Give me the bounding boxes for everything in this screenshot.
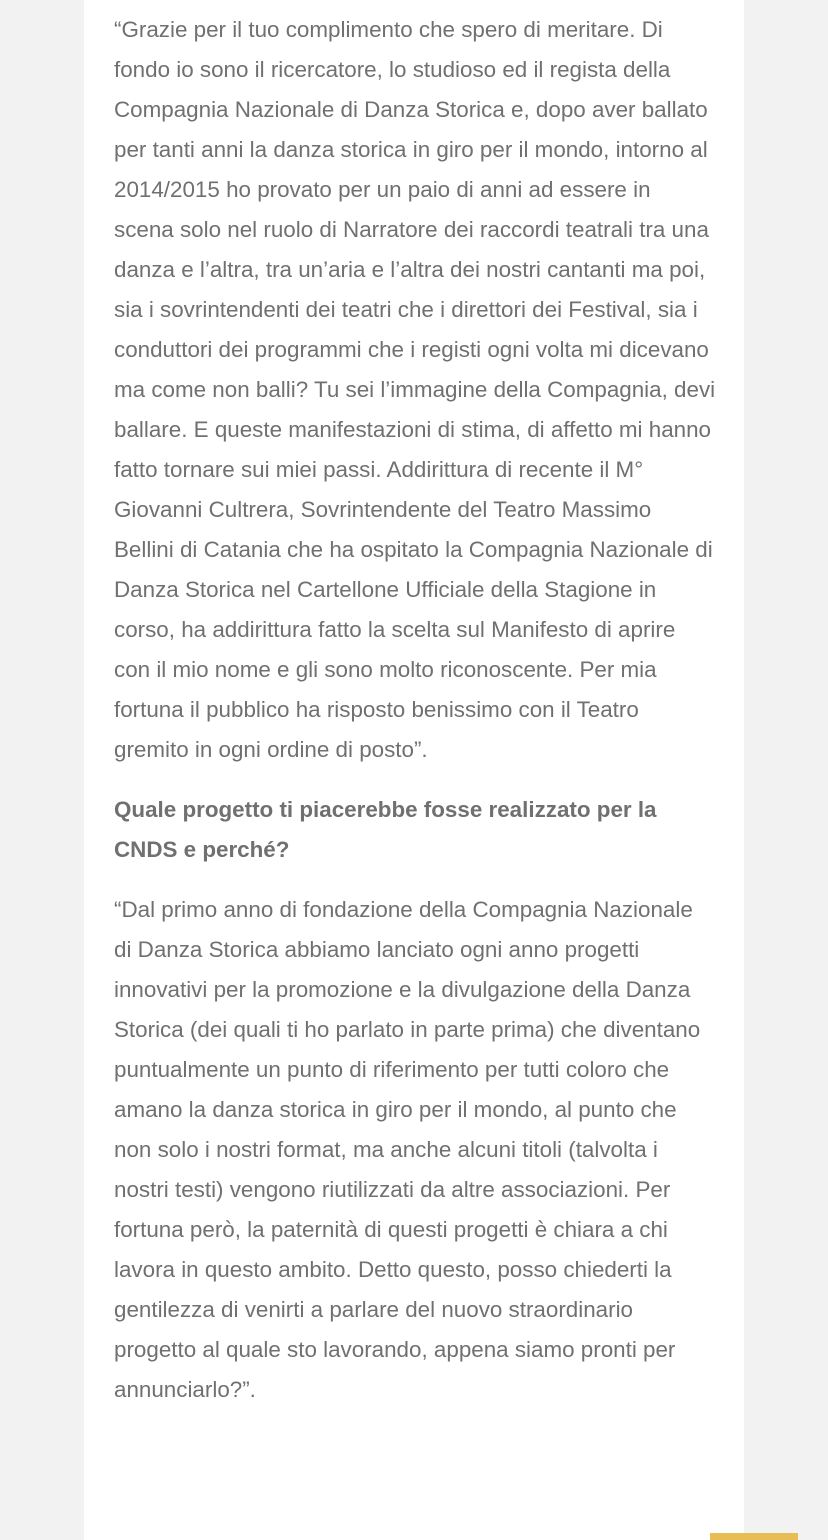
answer-paragraph-1: “Grazie per il tuo complimento che spero di meritare. Di fondo io sono il ricercatore, lo studioso ed il regista della Compagnia Nazionale di Danza Storica e, dopo aver ballato per tanti anni la danza storica in giro per il mondo, intorno al 2014/2015 ho provato per un paio di anni ad essere in scena solo nel ruolo di Narratore dei raccordi teatrali tra una danza e l’altra, tra un’aria e l’altra dei nostri cantanti ma poi, sia i sovrintendenti dei teatri che i direttori dei Festival, sia i conduttori dei programmi che i registi ogni volta mi dicevano ma come non balli? Tu sei l’immagine della Compagnia, devi ballare. E queste manifestazioni di stima, di affetto mi hanno fatto tornare sui miei passi. Addirittura di recente il M° Giovanni Cultrera, Sovrintendente del Teatro Massimo Bellini di Catania che ha ospitato la Compagnia Nazionale di Danza Storica nel Cartellone Ufficiale della Stagione in corso, ha addirittura fatto la scelta sul Manifesto di aprire con il mio nome e gli sono molto riconoscente. Per mia fortuna il pubblico ha risposto benissimo con il Teatro gremito in ogni ordine di posto”.: [114, 17, 716, 762]
article-body: [114, 10, 716, 1410]
question-heading: Quale progetto ti piacerebbe fosse realizzato per la CNDS e perché?: [114, 797, 657, 862]
answer-paragraph-2: “Dal primo anno di fondazione della Compagnia Nazionale di Danza Storica abbiamo lanciato ogni anno progetti innovativi per la promozione e la divulgazione della Danza Storica (dei quali ti ho parlato in parte prima) che diventano puntualmente un punto di riferimento per tutti coloro che amano la danza storica in giro per il mondo, al punto che non solo i nostri format, ma anche alcuni titoli (talvolta i nostri testi) vengono riutilizzati da altre associazioni. Per fortuna però, la paternità di questi progetti è chiara a chi lavora in questo ambito. Detto questo, posso chiederti la gentilezza di venirti a parlare del nuovo straordinario progetto al quale sto lavorando, appena siamo pronti per annunciarlo?”.: [114, 897, 701, 1402]
back-to-top-button[interactable]: [710, 1533, 798, 1540]
